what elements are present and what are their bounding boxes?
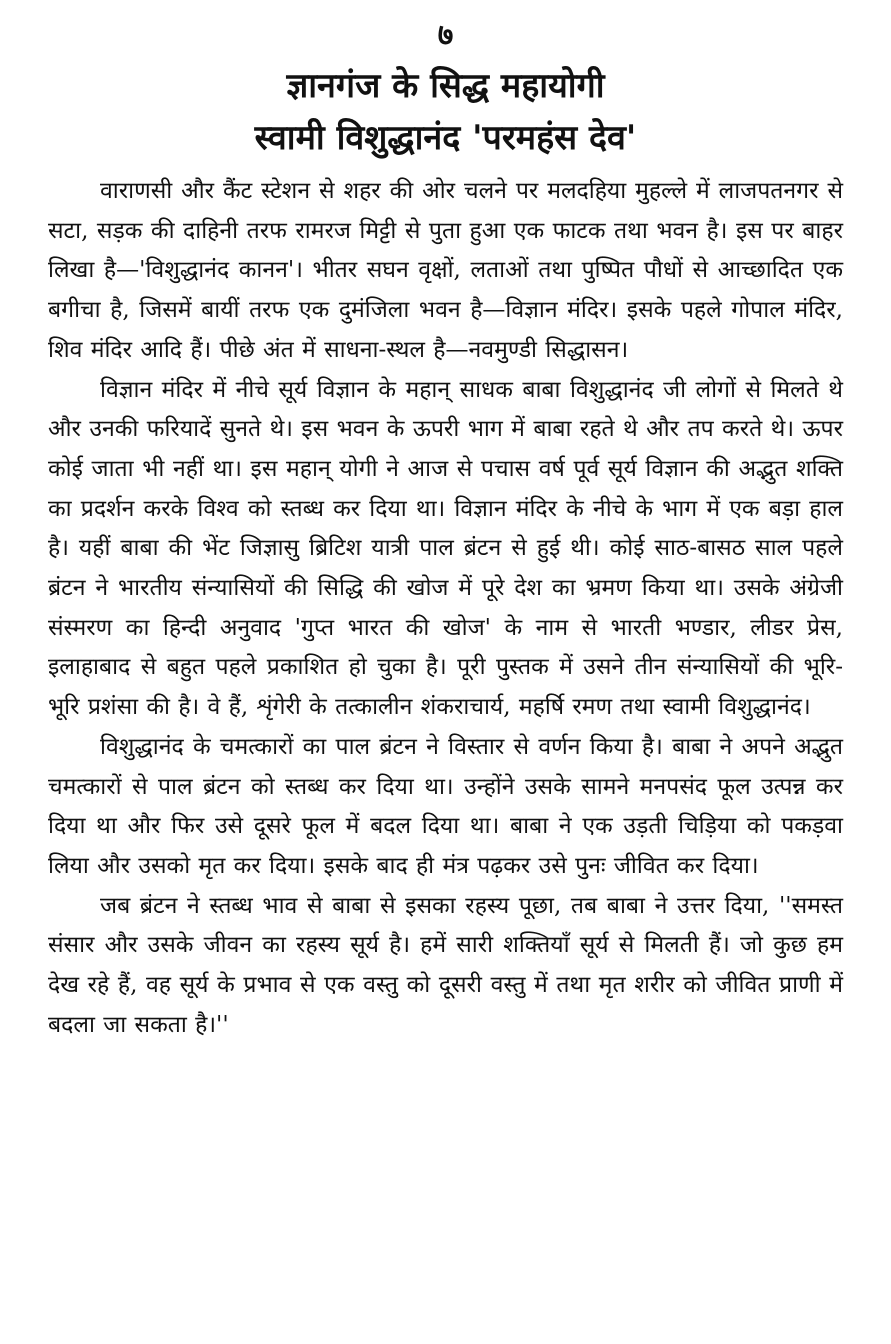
- body-text: [48, 172, 843, 1045]
- page-number: ७: [437, 18, 454, 53]
- chapter-title-line-2: स्वामी विशुद्धानंद 'परमहंस देव': [254, 118, 637, 158]
- chapter-title-line-1: ज्ञानगंज के सिद्ध महायोगी: [286, 66, 605, 106]
- paragraph-1: वाराणसी और कैंट स्टेशन से शहर की ओर चलने पर मलदहिया मुहल्ले में लाजपतनगर से सटा, सड़क की दाहिनी तरफ रामरज मिट्टी से पुता हुआ एक फाटक तथा भवन है। इस पर बाहर लिखा है—'विशुद्धानंद कानन'। भीतर सघन वृक्षों, लताओं तथा पुष्पित पौधों से आच्छादित एक बगीचा है, जिसमें बायीं तरफ एक दुमंजिला भवन है—विज्ञान मंदिर। इसके पहले गोपाल मंदिर, शिव मंदिर आदि हैं। पीछे अंत में साधना-स्थल है—नवमुण्डी सिद्धासन।: [48, 178, 843, 363]
- paragraph-2: विज्ञान मंदिर में नीचे सूर्य विज्ञान के महान् साधक बाबा विशुद्धानंद जी लोगों से मिलते थे और उनकी फरियादें सुनते थे। इस भवन के ऊपरी भाग में बाबा रहते थे और तप करते थे। ऊपर कोई जाता भी नहीं था। इस महान् योगी ने आज से पचास वर्ष पूर्व सूर्य विज्ञान की अद्भुत शक्ति का प्रदर्शन करके विश्व को स्तब्ध कर दिया था। विज्ञान मंदिर के नीचे के भाग में एक बड़ा हाल है। यहीं बाबा की भेंट जिज्ञासु ब्रिटिश यात्री पाल ब्रंटन से हुई थी। कोई साठ-बासठ साल पहले ब्रंटन ने भारतीय संन्यासियों की सिद्धि की खोज में पूरे देश का भ्रमण किया था। उसके अंग्रेजी संस्मरण का हिन्दी अनुवाद 'गुप्त भारत की खोज' के नाम से भारती भण्डार, लीडर प्रेस, इलाहाबाद से बहुत पहले प्रकाशित हो चुका है। पूरी पुस्तक में उसने तीन संन्यासियों की भूरि-भूरि प्रशंसा की है। वे हैं, शृंगेरी के तत्कालीन शंकराचार्य, महर्षि रमण तथा स्वामी विशुद्धानंद।: [48, 376, 843, 721]
- chapter-title: [48, 60, 843, 164]
- paragraph-3: विशुद्धानंद के चमत्कारों का पाल ब्रंटन ने विस्तार से वर्णन किया है। बाबा ने अपने अद्भुत चमत्कारों से पाल ब्रंटन को स्तब्ध कर दिया था। उन्होंने उसके सामने मनपसंद फूल उत्पन्न कर दिया था और फिर उसे दूसरे फूल में बदल दिया था। बाबा ने एक उड़ती चिड़िया को पकड़वा लिया और उसको मृत कर दिया। इसके बाद ही मंत्र पढ़कर उसे पुनः जीवित कर दिया।: [48, 733, 843, 879]
- paragraph-4: जब ब्रंटन ने स्तब्ध भाव से बाबा से इसका रहस्य पूछा, तब बाबा ने उत्तर दिया, ''समस्त संसार और उसके जीवन का रहस्य सूर्य है। हमें सारी शक्तियाँ सूर्य से मिलती हैं। जो कुछ हम देख रहे हैं, वह सूर्य के प्रभाव से एक वस्तु को दूसरी वस्तु में तथा मृत शरीर को जीवित प्राणी में बदला जा सकता है।'': [48, 892, 843, 1038]
